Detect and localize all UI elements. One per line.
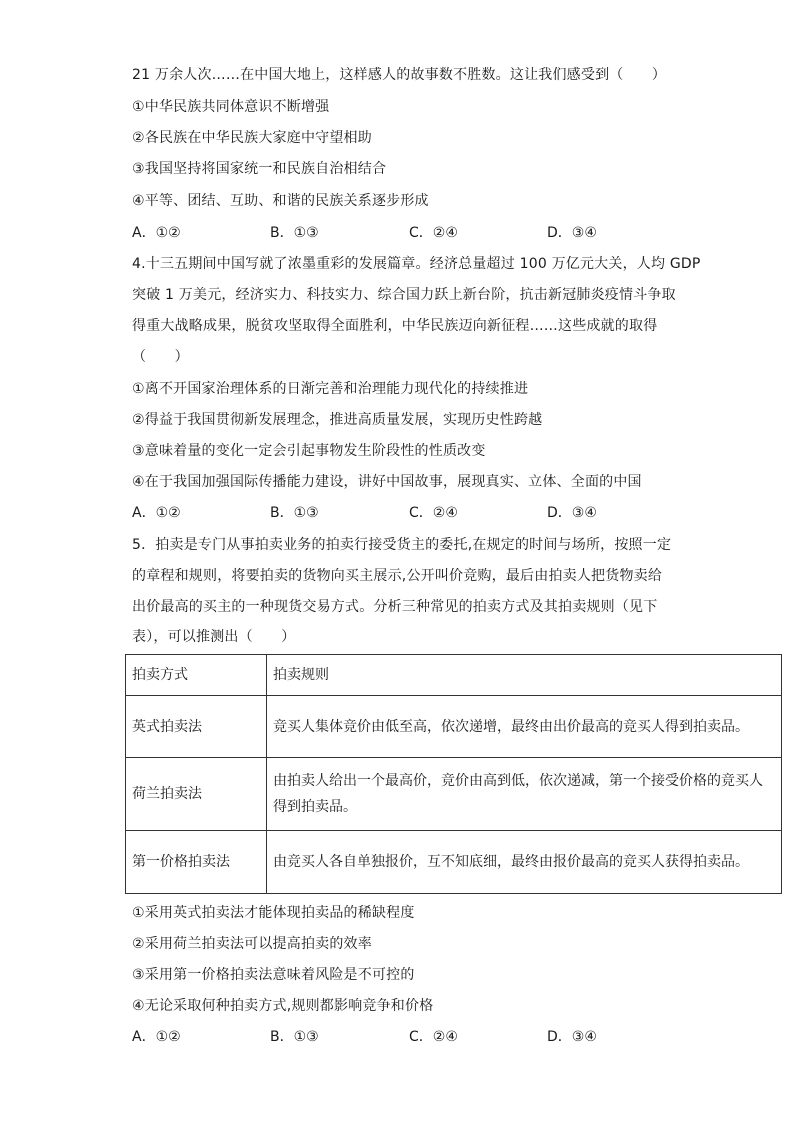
q3-item-2: ②各民族在中华民族大家庭中守望相助	[132, 130, 372, 146]
q4-stem-line-3: 得重大战略成果，脱贫攻坚取得全面胜利，中华民族迈向新征程……这些成就的取得	[132, 318, 658, 334]
q4-item-2: ②得益于我国贯彻新发展理念，推进高质量发展，实现历史性跨越	[132, 412, 543, 428]
q5-options	[132, 1027, 692, 1047]
q4-stem-line-4: （ ）	[132, 349, 189, 365]
q3-options	[132, 223, 692, 243]
q5-stem-line-4: 表），可以推测出（ ）	[132, 629, 296, 645]
q3-item-4: ④平等、团结、互助、和谐的民族关系逐步形成	[132, 193, 429, 209]
q5-option-b: B．①③	[270, 1029, 319, 1045]
q3-item-3: ③我国坚持将国家统一和民族自治相结合	[132, 161, 387, 177]
q4-option-c: C．②④	[409, 505, 458, 521]
auction-table	[125, 654, 782, 894]
q3-option-b: B．①③	[270, 225, 319, 241]
table-header-row	[126, 655, 782, 696]
q4-options	[132, 503, 692, 523]
q5-item-1: ①采用英式拍卖法才能体现拍卖品的稀缺程度	[132, 905, 415, 921]
q3-stem: 21 万余人次……在中国大地上，这样感人的故事数不胜数。这让我们感受到（ ）	[132, 67, 667, 83]
q5-stem-line-1: 5．拍卖是专门从事拍卖业务的拍卖行接受货主的委托,在规定的时间与场所，按照一定	[132, 537, 672, 553]
table-cell-rule: 由拍卖人给出一个最高价，竞价由高到低，依次递减，第一个接受价格的竞买人得到拍卖品。	[267, 758, 782, 831]
q3-option-a: A．①②	[132, 225, 181, 241]
q4-item-4: ④在于我国加强国际传播能力建设，讲好中国故事，展现真实、立体、全面的中国	[132, 474, 642, 490]
q5-option-d: D．③④	[547, 1029, 597, 1045]
q5-item-4: ④无论采取何种拍卖方式,规则都影响竞争和价格	[132, 998, 434, 1014]
table-row	[126, 831, 782, 894]
q5-stem-line-2: 的章程和规则，将要拍卖的货物向买主展示,公开叫价竞购，最后由拍卖人把货物卖给	[132, 568, 663, 584]
table-cell-rule: 竞买人集体竞价由低至高，依次递增，最终由出价最高的竞买人得到拍卖品。	[267, 696, 782, 758]
q4-item-3: ③意味着量的变化一定会引起事物发生阶段性的性质改变	[132, 443, 486, 459]
q4-option-b: B．①③	[270, 505, 319, 521]
q4-item-1: ①离不开国家治理体系的日渐完善和治理能力现代化的持续推进	[132, 381, 529, 397]
q5-item-3: ③采用第一价格拍卖法意味着风险是不可控的	[132, 967, 415, 983]
q4-stem-line-2: 突破 1 万美元，经济实力、科技实力、综合国力跃上新台阶，抗击新冠肺炎疫情斗争取	[132, 287, 676, 303]
q5-item-2: ②采用荷兰拍卖法可以提高拍卖的效率	[132, 936, 372, 952]
q3-item-1: ①中华民族共同体意识不断增强	[132, 99, 330, 115]
q5-stem-line-3: 出价最高的买主的一种现货交易方式。分析三种常见的拍卖方式及其拍卖规则（见下	[132, 599, 658, 615]
q4-option-a: A．①②	[132, 505, 181, 521]
table-header-method: 拍卖方式	[126, 655, 267, 696]
q3-option-c: C．②④	[409, 225, 458, 241]
q5-option-a: A．①②	[132, 1029, 181, 1045]
table-cell-method: 荷兰拍卖法	[126, 758, 267, 831]
q3-option-d: D．③④	[547, 225, 597, 241]
q4-stem-line-1: 4.十三五期间中国写就了浓墨重彩的发展篇章。经济总量超过 100 万亿元大关，人均 GDP	[132, 256, 701, 272]
table-header-rule: 拍卖规则	[267, 655, 782, 696]
table-row	[126, 696, 782, 758]
table-cell-method: 第一价格拍卖法	[126, 831, 267, 894]
q4-option-d: D．③④	[547, 505, 597, 521]
q5-option-c: C．②④	[409, 1029, 458, 1045]
table-row	[126, 758, 782, 831]
table-cell-method: 英式拍卖法	[126, 696, 267, 758]
table-cell-rule: 由竞买人各自单独报价，互不知底细，最终由报价最高的竞买人获得拍卖品。	[267, 831, 782, 894]
